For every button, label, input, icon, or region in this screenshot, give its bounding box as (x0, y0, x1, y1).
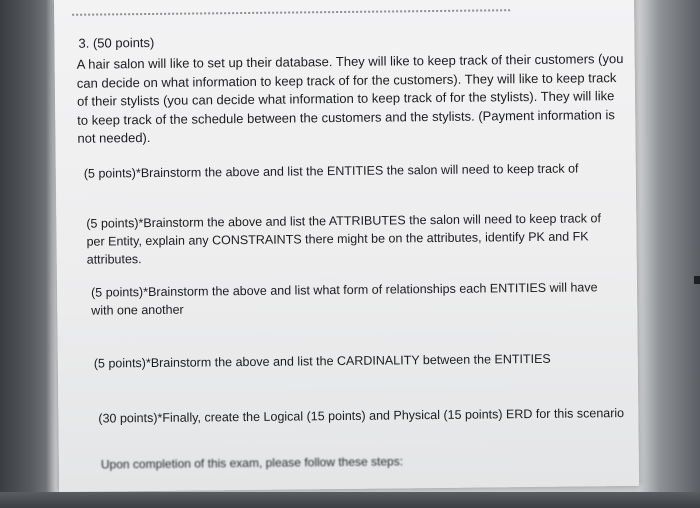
question-intro: A hair salon will like to set up their database. They will like to keep track of their customers (you can decide on what information to keep track of for the customers). They will like to keep track of their stylists (you can decide what information to keep track of for the stylists). They will like to keep track of the schedule between the customers and the stylists. (Payment information is not needed). (76, 51, 624, 146)
part-attributes: (5 points)*Brainstorm the above and list the ATTRIBUTES the salon will need to keep track of per Entity, explain any CONSTRAINTS there might be on the attributes, identify PK and FK attributes. (86, 211, 601, 267)
question-number: 3. (50 points) (78, 34, 155, 51)
part-relationships: (5 points)*Brainstorm the above and list what form of relationships each ENTITIES will have with one another (90, 280, 598, 318)
exam-paper (54, 0, 639, 492)
cutoff-instructions: Upon completion of this exam, please follow these steps: (100, 454, 404, 472)
bottom-shadow (0, 492, 700, 508)
edge-mark (694, 276, 700, 284)
part-erd: (30 points)*Finally, create the Logical (15 points) and Physical (15 points) ERD for this scenario (98, 406, 625, 426)
part-cardinality: (5 points)*Brainstorm the above and list the CARDINALITY between the ENTITIES (93, 351, 551, 371)
part-entities: (5 points)*Brainstorm the above and list the ENTITIES the salon will need to keep track of (83, 161, 579, 181)
dashed-divider (72, 9, 510, 16)
